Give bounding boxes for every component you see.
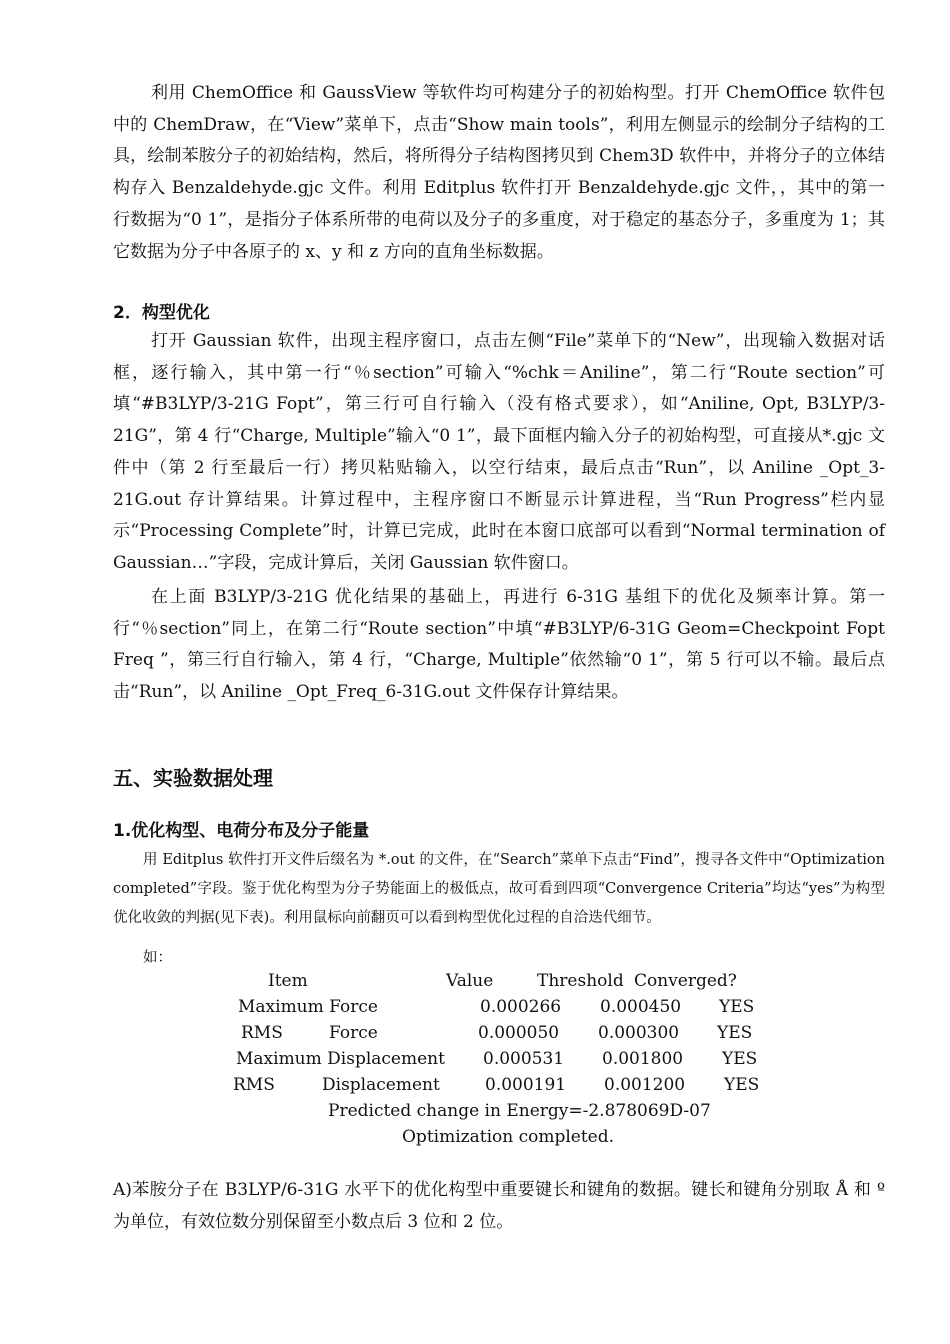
table-row-value: 0.000191 — [485, 1075, 567, 1095]
header-value: Value — [446, 971, 494, 991]
table-row-value: 0.000266 — [480, 997, 562, 1017]
predicted-energy-change: Predicted change in Energy=-2.878069D-07 — [328, 1101, 711, 1121]
table-row-threshold: 0.001800 — [602, 1049, 684, 1069]
header-converged: Converged? — [634, 971, 737, 991]
table-row-item-detail: Displacement — [322, 1075, 440, 1095]
table-row-threshold: 0.000450 — [600, 997, 682, 1017]
bond-data-paragraph: A)苯胺分子在 B3LYP/6-31G 水平下的优化构型中重要键长和键角的数据。键长和键角分别取 Å 和 º 为单位，有效位数分别保留至小数点后 3 位和 2 位。 — [113, 1180, 885, 1232]
table-row-item-detail: Force — [329, 1023, 378, 1043]
table-row-item: RMS — [241, 1023, 283, 1043]
table-row-threshold: 0.001200 — [604, 1075, 686, 1095]
editplus-instructions-paragraph: 用 Editplus 软件打开文件后缀名为 *.out 的文件，在“Search”菜单下点击“Find”，搜寻各文件中“Optimization completed”字段。鉴于优化构型为分子势能面上的极低点，故可看到四项“Convergence Criteria”均达“yes”为构型优化收敛的判据(见下表)。利用鼠标向前翻页可以看到构型优化过程的自洽迭代细节。 — [113, 852, 885, 926]
table-row-threshold: 0.000300 — [598, 1023, 680, 1043]
frequency-calculation-paragraph: 在上面 B3LYP/3-21G 优化结果的基础上，再进行 6-31G 基组下的优化及频率计算。第一行“％section”同上，在第二行“Route section”中填“#B3LYP/6-31G Geom=Checkpoint Fopt Freq ”，第三行自行输入，第 4 行，“Charge, Multiple”依然输“0 1”，第 5 行可以不输。最后点击“Run”，以 Aniline _Opt_Freq_6-31G.out 文件保存计算结果。 — [113, 587, 885, 703]
table-row-converged: YES — [724, 1075, 760, 1095]
header-threshold: Threshold — [537, 971, 624, 991]
table-row-value: 0.000050 — [478, 1023, 560, 1043]
table-row-converged: YES — [722, 1049, 758, 1069]
gaussian-procedure-paragraph: 打开 Gaussian 软件，出现主程序窗口，点击左侧“File”菜单下的“New”，出现输入数据对话框，逐行输入，其中第一行“％section”可输入“%chk＝Aniline”，第二行“Route section”可填“#B3LYP/3-21G Fopt”，第三行可自行输入（没有格式要求），如“Aniline, Opt, B3LYP/3-21G”，第 4 行“Charge, Multiple”输入“0 1”，最下面框内输入分子的初始构型，可直接从*.gjc 文件中（第 2 行至最后一行）拷贝粘贴输入，以空行结束，最后点击“Run”，以 Aniline _Opt_3-21G.out 存计算结果。计算过程中，主程序窗口不断显示计算进程，当“Run Progress”栏内显示“Processing Complete”时，计算已完成，此时在本窗口底部可以看到“Normal termination of Gaussian…”字段，完成计算后，关闭 Gaussian 软件窗口。 — [113, 331, 885, 573]
section-heading-geometry-optimization: 2．构型优化 — [113, 303, 210, 323]
intro-paragraph: 利用 ChemOffice 和 GaussView 等软件均可构建分子的初始构型。打开 ChemOffice 软件包中的 ChemDraw，在“View”菜单下，点击“Show main tools”，利用左侧显示的绘制分子结构的工具，绘制苯胺分子的初始结构，然后，将所得分子结构图拷贝到 Chem3D 软件中，并将分子的立体结构存入 Benzaldehyde.gjc 文件。利用 Editplus 软件打开 Benzaldehyde.gjc 文件，，其中的第一行数据为“0 1”，是指分子体系所带的电荷以及分子的多重度，对于稳定的基态分子，多重度为 1；其它数据为分子中各原子的 x、y 和 z 方向的直角坐标数据。 — [113, 83, 885, 262]
header-item: Item — [268, 971, 308, 991]
table-row-converged: YES — [719, 997, 755, 1017]
section-heading-data-processing: 五、实验数据处理 — [113, 766, 273, 790]
table-row-item: RMS — [233, 1075, 275, 1095]
table-row-item: Maximum Displacement — [236, 1049, 445, 1069]
table-row-value: 0.000531 — [483, 1049, 565, 1069]
table-row-item: Maximum Force — [238, 997, 378, 1017]
example-label: 如： — [143, 950, 172, 966]
subsection-heading-optimized-structure: 1.优化构型、电荷分布及分子能量 — [113, 821, 370, 841]
table-row-converged: YES — [717, 1023, 753, 1043]
optimization-completed-message: Optimization completed. — [402, 1127, 615, 1147]
